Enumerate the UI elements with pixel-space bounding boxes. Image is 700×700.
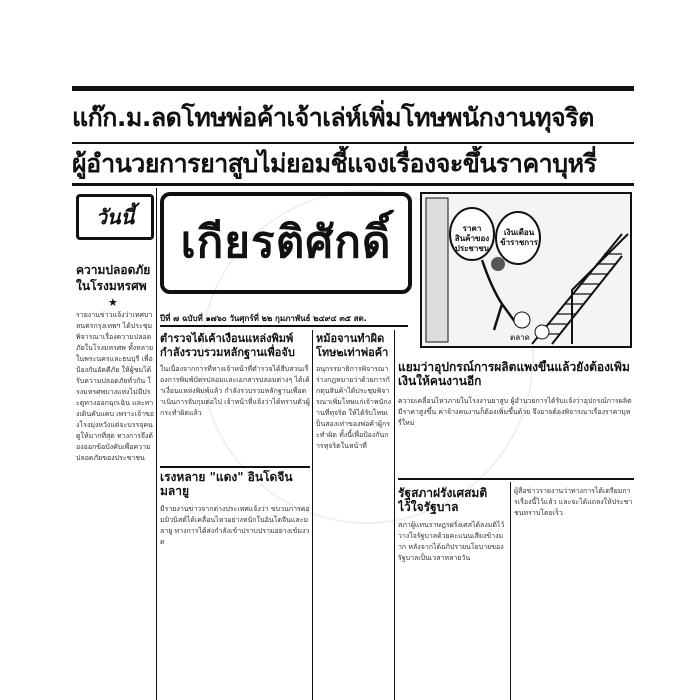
bag-label-2: เงินเดือนข้าราชการ <box>500 228 538 247</box>
column-divider-2 <box>312 330 313 700</box>
newspaper-masthead: เกียรติศักดิ์ <box>160 192 412 294</box>
cartoon-drawing <box>422 194 630 346</box>
bag-label-1: ราคาสินค้าของประชาชน <box>454 224 490 253</box>
column-body: รายงานข่าวแจ้งว่าเทศบาลนครกรุงเทพฯ ได้ประชุมพิจารณาเรื่องความปลอดภัยในโรงมหรศพ ทั้งหลายในพระนครและธนบุรี เพื่อป้องกันอัคคีภัย ให้ผู้ชมได้รับความปลอดภัยทั่วกัน โรงมหรศพบางแห่งไม่มีประตูทางออกฉุกเฉิน และทางเดินคับแคบ เพราะเจ้าของโรงมุ่งหวังแต่จะบรรจุคนดูให้มากที่สุด ทางการจึงต้องออกข้อบังคับเพื่อความปลอดภัยของประชาชน <box>76 311 154 462</box>
article-4-body: ความเคลื่อนไหวภายในโรงงานยาสูบ ผู้อำนวยการได้รับแจ้งว่าอุปกรณ์การผลิตมีราคาสูงขึ้น ค่าจ้างคนงานก็ต้องเพิ่มขึ้นด้วย จึงอาจต้องพิจารณาเรื่องราคาบุหรี่ใหม่ <box>398 397 632 427</box>
column-divider-1 <box>156 188 157 700</box>
dateline-rule <box>160 325 408 327</box>
editorial-cartoon <box>420 192 632 348</box>
top-rule <box>72 86 634 91</box>
article-4-title: แยมว่าอุปกรณ์การผลิตแพงขึ้นแล้วยังต้องเพิ่มเงินให้คนงานอีก <box>398 360 630 388</box>
column-title: ความปลอดภัยในโรงมหรศพ <box>76 263 151 293</box>
article-5-body: สภาผู้แทนราษฎรฝรั่งเศสได้ลงมติไว้วางใจรัฐบาลด้วยคะแนนเสียงข้างมาก หลังจากได้อภิปรายนโยบายของรัฐบาลเป็นเวลาหลายวัน <box>398 521 505 562</box>
article-4-rule <box>398 478 634 480</box>
left-column <box>72 186 154 700</box>
headline-1: แก๊ก.ม.ลดโทษพ่อค้าเจ้าเล่ห์เพิ่มโทษพนักงานทุจริต <box>72 103 594 132</box>
article-3-title: เรงหลาย "แดง" อินโดจีนมลายู <box>160 470 293 498</box>
star-icon: ★ <box>108 296 118 309</box>
article-1-title: ตำรวจได้เค้าเงื่อนแหล่งพิมพ์กำลังรวบรวมหลักฐานเพื่อจับ <box>160 332 295 359</box>
dateline: ปีที่ ๗ ฉบับที่ ๑๗๖๐ วันศุกร์ที่ ๒๒ กุมภาพันธ์ ๒๔๙๔ ๓๕ สต. <box>160 314 367 323</box>
column-logo: วันนี้ <box>76 194 154 240</box>
article-1-rule <box>160 466 310 468</box>
column-divider-4 <box>510 482 511 700</box>
article-2-body: อนุกรรมาธิการพิจารณาร่างกฎหมายว่าด้วยการกักตุนสินค้าได้ประชุมพิจารณาเพิ่มโทษแก่เจ้าพนักงานที่ทุจริต ให้ได้รับโทษเป็นสองเท่าของพ่อค้าผู้กระทำผิด ทั้งนี้เพื่อป้องกันการทุจริตในหน้าที่ <box>316 365 392 450</box>
column-divider-3 <box>394 330 395 700</box>
article-5-title: รัฐสภาฝรั่งเศสมติไว้ใจรัฐบาล <box>398 486 488 514</box>
masthead-rule <box>72 183 634 186</box>
article-3-body: มีรายงานข่าวจากต่างประเทศแจ้งว่า ขบวนการคอมมิวนิสต์ได้เคลื่อนไหวอย่างหนักในอินโดจีนและมลายู ทางการได้ส่งกำลังเข้าปราบปรามอย่างเข้มงวด <box>160 505 310 546</box>
article-2-title: หม้อจานทำผิดโทษ๒เท่าพ่อค้า <box>316 332 389 359</box>
article-6-body: ผู้สื่อข่าวรายงานว่าทางการได้เตรียมการเรื่องนี้ไว้แล้ว และจะได้แถลงให้ประชาชนทราบโดยเร็ว <box>514 487 633 517</box>
headline-divider <box>72 142 634 144</box>
headline-2: ผู้อำนวยการยาสูบไม่ยอมชี้แจงเรื่องจะขึ้นราคาบุหรี่ <box>72 149 597 178</box>
svg-text:ตลาด: ตลาด <box>510 333 530 342</box>
article-1-body: ในเนื่องจากการที่ทางเจ้าหน้าที่ตำรวจได้สืบสวนเรื่องการพิมพ์บัตรปลอมและเอกสารปลอมต่างๆ ได้เค้าเงื่อนแหล่งพิมพ์แล้ว กำลังรวบรวมหลักฐานเพื่อดำเนินการจับกุมต่อไป เจ้าหน้าที่แจ้งว่าได้ทราบตัวผู้กระทำผิดแล้ว <box>160 365 310 417</box>
